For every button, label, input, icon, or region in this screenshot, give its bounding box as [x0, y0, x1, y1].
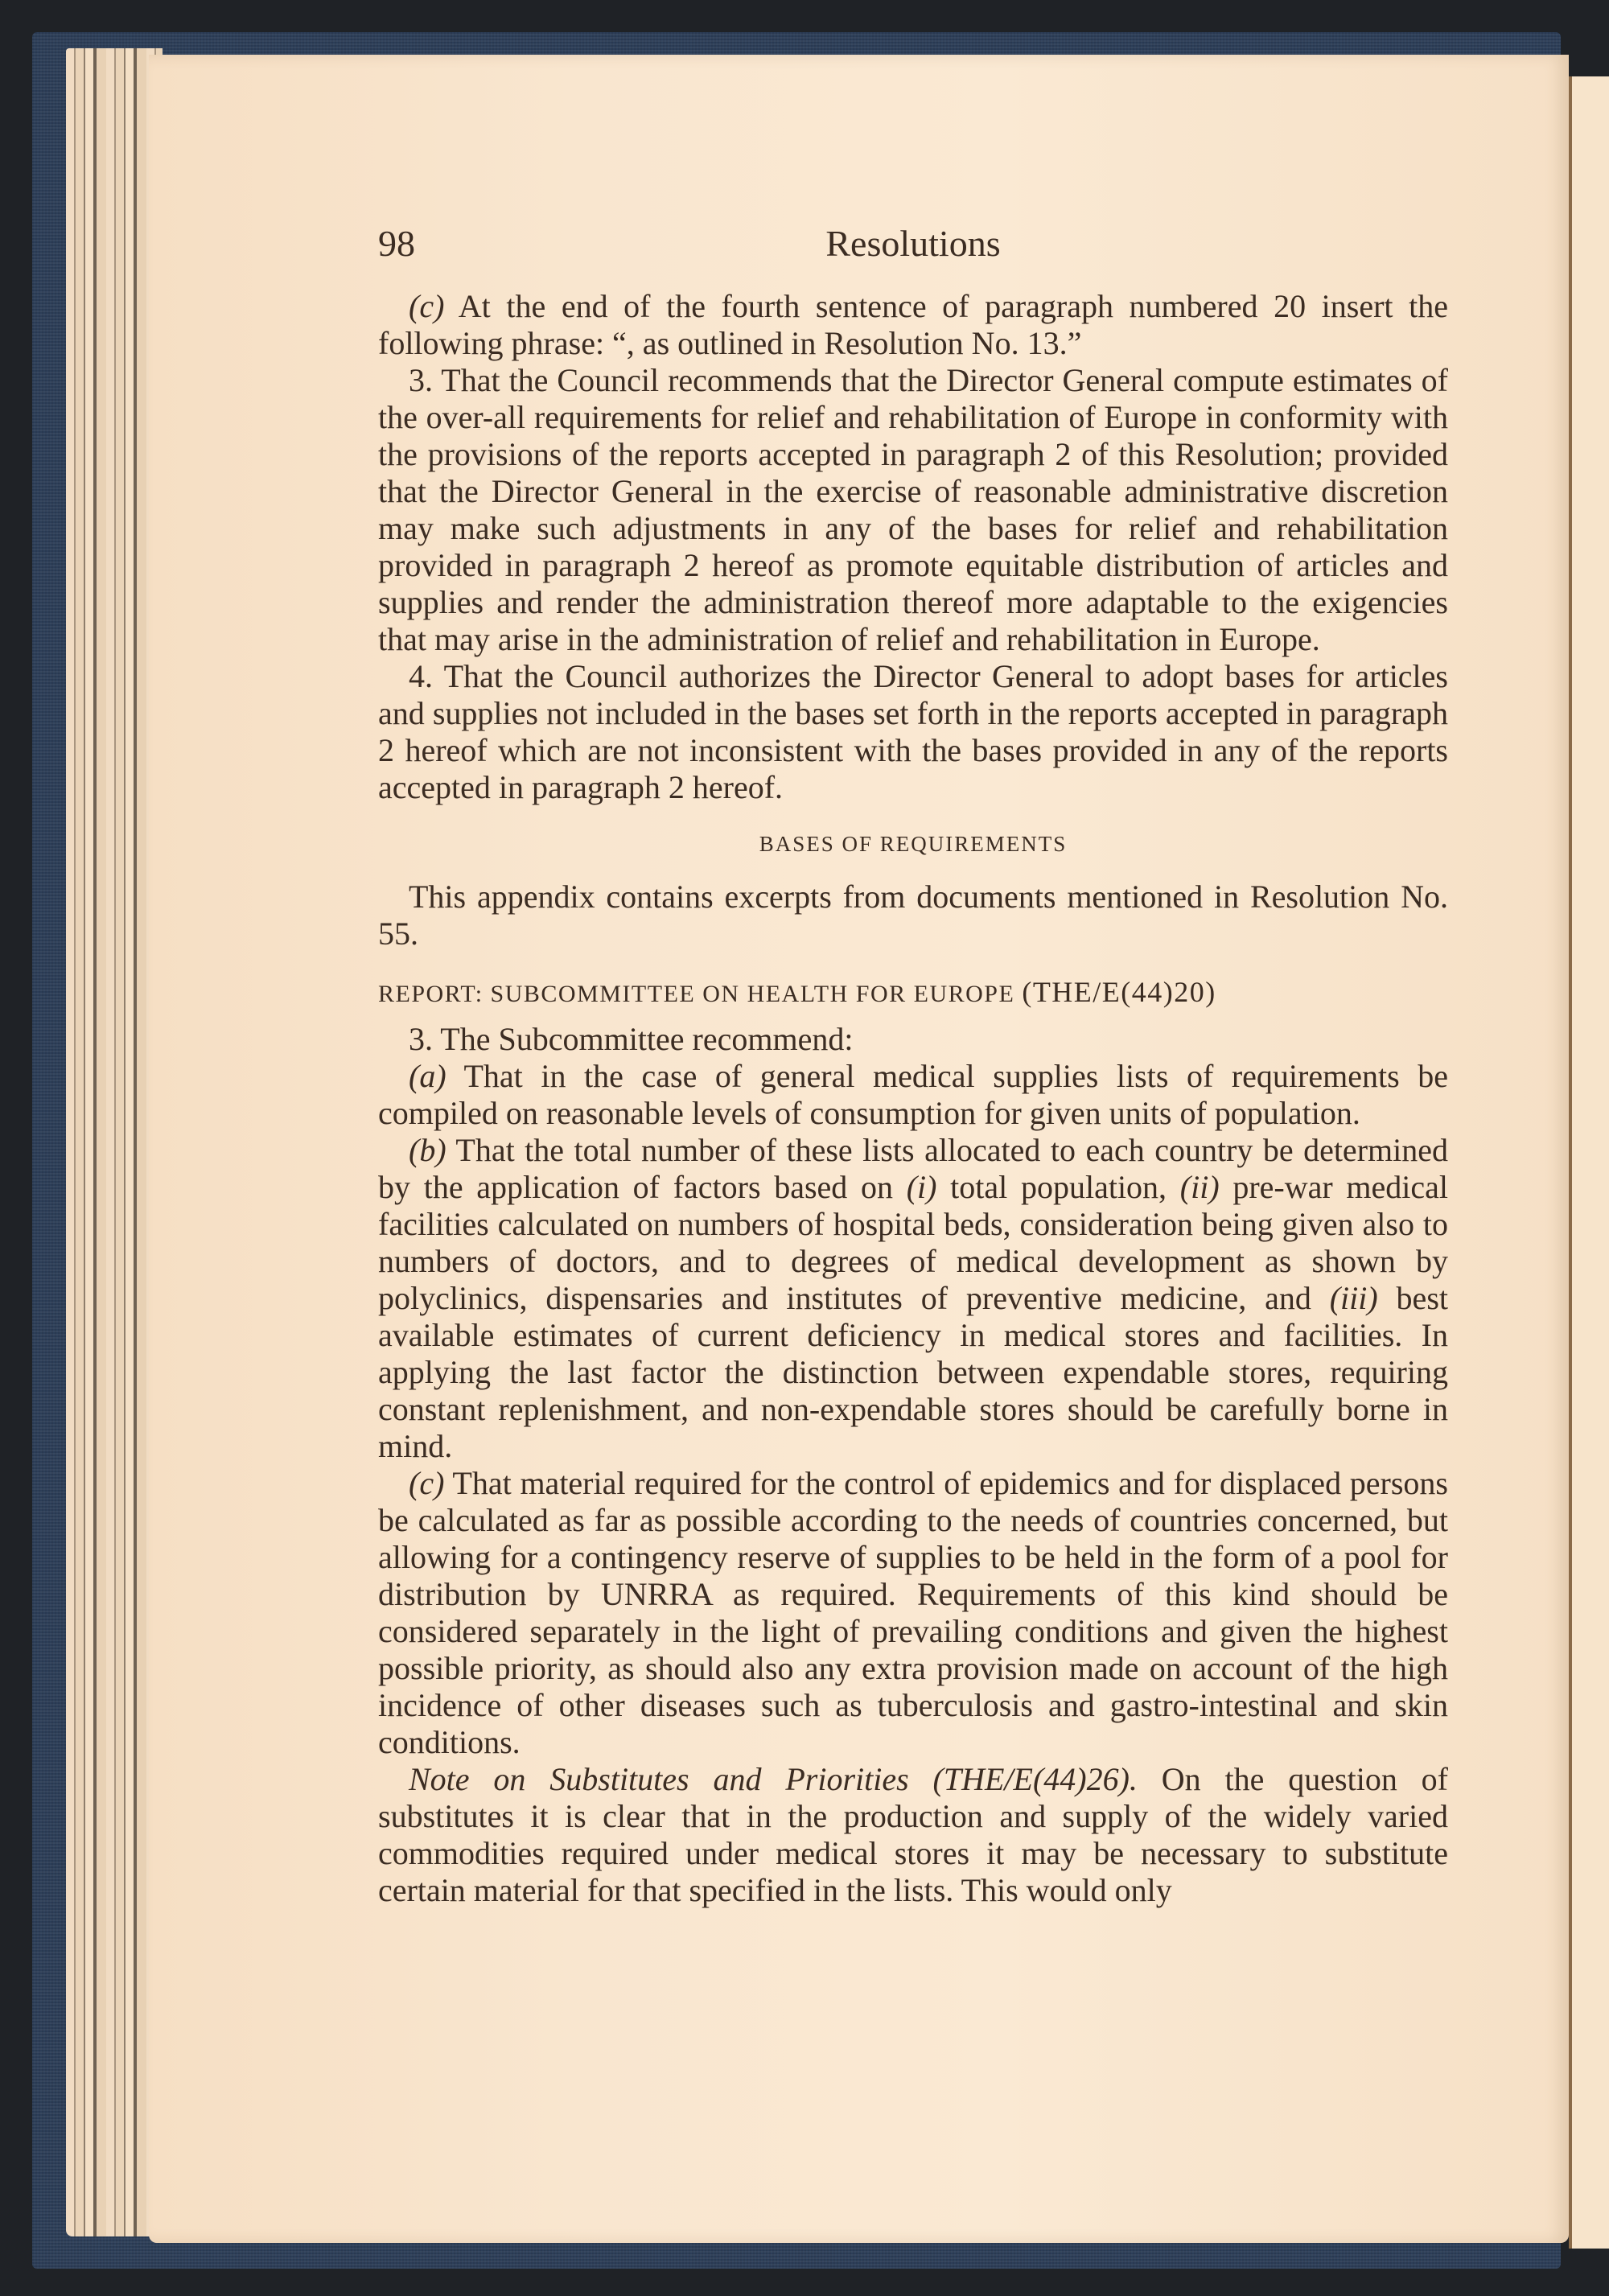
paragraph-4: 4. That the Council authorizes the Director General to adopt bases for articles and supplies not included in the bases set forth in the reports accepted in paragraph 2 hereof which are not inconsistent with the bases provided in any of the reports accepted in paragraph 2 hereof. [378, 658, 1448, 805]
paragraph-3: 3. That the Council recommends that the Director General compute estimates of the over-all requirements for relief and rehabilitation of Europe in conformity with the provisions of the reports accepted in paragraph 2 of this Resolution; provided that the Director General in the exercise of reasonable administrative discretion may make such adjustments in any of the bases for relief and rehabilitation provided in paragraph 2 hereof as promote equitable distribution of articles and supplies and render the administration thereof more adaptable to the exigencies that may arise in the administration of relief and rehabilitation in Europe. [378, 362, 1448, 657]
note-substitutes [378, 1761, 1448, 1909]
facing-page-edge [1569, 76, 1609, 2249]
note-title: Note on Substitutes and Priorities (THE/E(44)26). [409, 1761, 1138, 1797]
page-text [378, 225, 1448, 1909]
page-edges [66, 48, 163, 2236]
recommend-intro: 3. The Subcommittee recommend: [409, 1021, 854, 1057]
item-label: (b) [409, 1132, 446, 1168]
paragraph-text: total population, [936, 1169, 1180, 1205]
item-label: (c) [409, 1465, 445, 1501]
page-number: 98 [378, 223, 415, 264]
report-code: (THE/E(44)20) [1022, 976, 1216, 1008]
recommendation-b [378, 1132, 1448, 1465]
paragraph-text: That the total number of these lists allocated to each country be determined by the application of factors based on [378, 1132, 1448, 1205]
running-title: Resolutions [825, 223, 1001, 264]
paragraph-text: At the end of the fourth sentence of paragraph numbered 20 insert the following phrase: “, as outlined in Resolution No. 13.” [378, 288, 1448, 361]
item-label: (c) [409, 288, 445, 324]
appendix-intro: This appendix contains excerpts from documents mentioned in Resolution No. 55. [378, 878, 1448, 952]
sub-item-label: (ii) [1179, 1169, 1220, 1205]
paragraph-text: That material required for the control of epidemics and for displaced persons be calculated as far as possible according to the needs of countries concerned, but allowing for a contingency reserve of supplies to be held in the form of a pool for distribution by UNRRA as required. Requirements of this kind should be considered separately in the light of prevailing conditions and given the highest possible priority, as should also any extra provision made on account of the high incidence of other diseases such as tuberculosis and gastro-intestinal and skin conditions. [378, 1465, 1448, 1760]
running-head [378, 225, 1448, 282]
section-heading: BASES OF REQUIREMENTS [759, 832, 1068, 856]
paragraph-text: pre-war medical facilities calculated on numbers of hospital beds, consideration being given also to numbers of doctors, and to degrees of medical development as shown by polyclinics, dispensaries and institutes of preventive medicine, and [378, 1169, 1448, 1316]
recommendation-a [378, 1058, 1448, 1132]
paragraph-text: best available estimates of current deficiency in medical stores and facilities. In applying the last factor the distinction between expendable stores, requiring constant replenishment, and non-expendable stores should be carefully borne in mind. [378, 1280, 1448, 1464]
paragraph-text: That in the case of general medical supplies lists of requirements be compiled on reasonable levels of consumption for given units of population. [378, 1058, 1448, 1131]
report-title: REPORT: SUBCOMMITTEE ON HEALTH FOR EUROPE [378, 981, 1015, 1007]
sub-item-label: (iii) [1329, 1280, 1378, 1316]
paragraph-text: On the question of substitutes it is clear that in the production and supply of the widely varied commodities required under medical stores it may be necessary to substitute certain material for that specified in the lists. This would only [378, 1761, 1449, 1908]
sub-item-label: (i) [906, 1169, 937, 1205]
recommendation-c [378, 1465, 1448, 1761]
report-heading [378, 973, 1448, 1013]
paragraph-c-amendment [378, 288, 1448, 362]
item-label: (a) [409, 1058, 446, 1094]
